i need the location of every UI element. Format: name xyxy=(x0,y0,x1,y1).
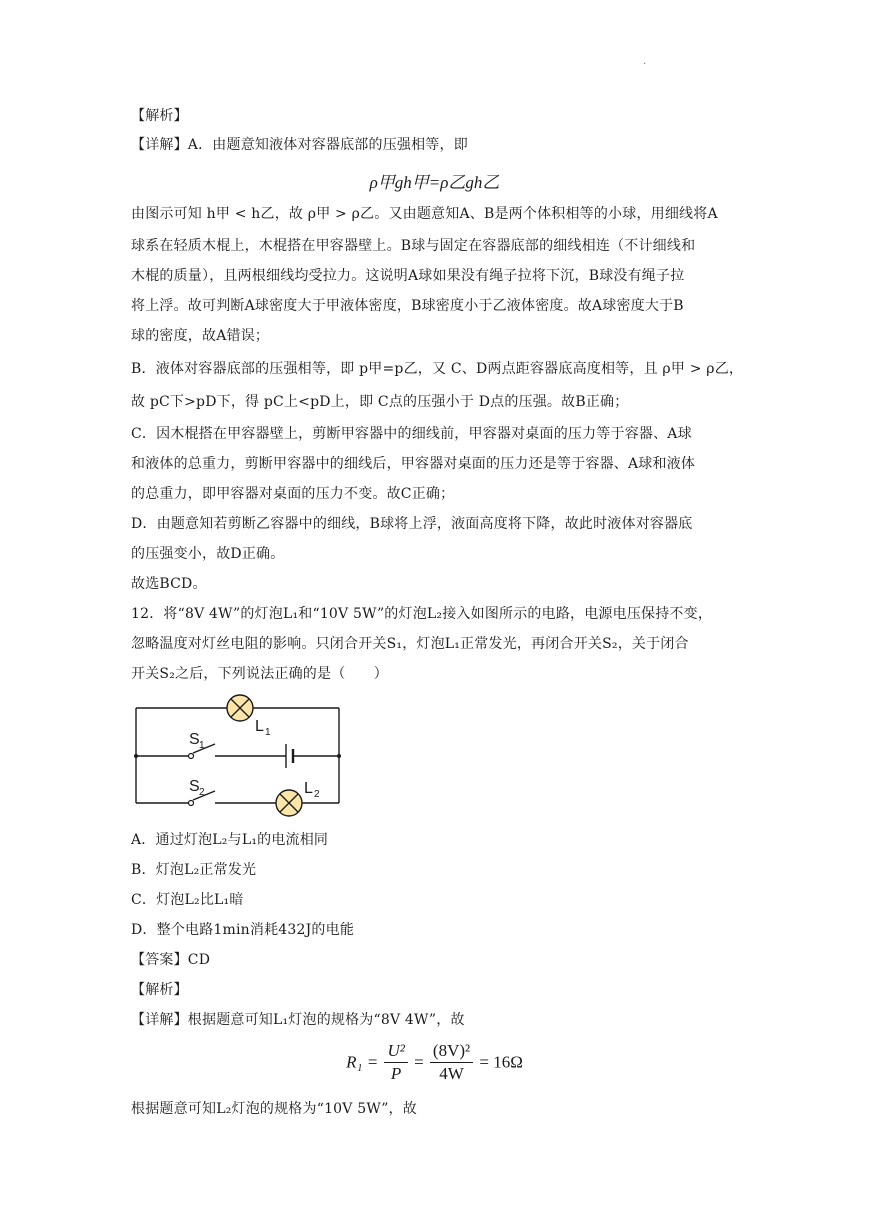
para-a-line-4: 将上浮。故可判断A球密度大于甲液体密度，B球密度小于乙液体密度。故A球密度大于B xyxy=(131,298,684,314)
formula-pressure: ρ甲gh甲=ρ乙gh乙 xyxy=(369,173,500,192)
switch-s1-icon xyxy=(189,754,194,759)
choice-line: 故选BCD。 xyxy=(131,576,207,592)
circuit-diagram xyxy=(131,690,346,820)
question-12-line-2: 忽略温度对灯丝电阻的影响。只闭合开关S₁，灯泡L₁正常发光，再闭合开关S₂，关于闭合 xyxy=(131,636,689,652)
detail-line: 【详解】根据题意可知L₁灯泡的规格为“8V 4W”，故 xyxy=(131,1012,465,1028)
label-s1-sub: 1 xyxy=(199,740,205,751)
label-l1: L xyxy=(255,718,264,735)
question-12-line-3: 开关S₂之后，下列说法正确的是（ ） xyxy=(131,666,389,682)
fraction-1: $\frac{\text{U²}}{P}$ xyxy=(384,1040,407,1085)
para-c-line-3: 的总重力，即甲容器对桌面的压力不变。故C正确； xyxy=(131,486,455,502)
label-l2: L xyxy=(304,780,313,797)
switch-s2-icon xyxy=(189,801,194,806)
last-line: 根据题意可知L₂灯泡的规格为“10V 5W”，故 xyxy=(131,1101,417,1117)
para-b-line-1: B．液体对容器底部的压强相等，即 p甲=p乙，又 C、D两点距容器底高度相等，且 ρ甲 > ρ乙， xyxy=(131,361,744,377)
option-c: C．灯泡L₂比L₁暗 xyxy=(131,892,244,908)
para-a-line-3: 木棍的质量），且两根细线均受拉力。这说明A球如果没有绳子拉将下沉，B球没有绳子拉 xyxy=(131,268,685,284)
analysis-heading: 【解析】 xyxy=(131,108,188,124)
analysis-heading-2: 【解析】 xyxy=(131,982,188,998)
fraction-2: $\frac{\text{(8V)²}}{4W}$ xyxy=(430,1040,473,1085)
para-b-line-2: 故 pC下>pD下，得 pC上<pD上，即 C点的压强小于 D点的压强。故B正确； xyxy=(131,394,629,410)
option-d: D．整个电路1min消耗432J的电能 xyxy=(131,922,355,938)
para-a-line-1: 由图示可知 h甲 < h乙，故 ρ甲 > ρ乙。又由题意知A、B是两个体积相等的小球，用细线将A xyxy=(131,206,718,222)
para-d-line-2: 的压强变小，故D正确。 xyxy=(131,546,285,562)
formula-resistance: R₁ = $\frac{\text{U²}}{P}$ = $\frac{\text{(8V)²}}{4W}$ = 16Ω xyxy=(346,1041,523,1083)
corner-dot: . xyxy=(643,56,647,67)
para-a-line-5: 球的密度，故A错误； xyxy=(131,328,270,344)
lamp-l2-icon xyxy=(276,790,302,816)
para-d-line-1: D．由题意知若剪断乙容器中的细线，B球将上浮，液面高度将下降，故此时液体对容器底 xyxy=(131,516,693,532)
formula-lhs: R₁ = xyxy=(346,1052,379,1072)
detail-a-intro: 【详解】A．由题意知液体对容器底部的压强相等，即 xyxy=(131,137,468,153)
label-s2: S xyxy=(189,778,200,795)
label-l1-sub: 1 xyxy=(265,727,271,738)
option-a: A．通过灯泡L₂与L₁的电流相同 xyxy=(131,832,329,848)
lamp-l1-icon xyxy=(227,695,253,721)
battery-icon xyxy=(286,744,293,768)
para-a-line-2: 球系在轻质木棍上，木棍搭在甲容器壁上。B球与固定在容器底部的细线相连（不计细线和 xyxy=(131,238,696,254)
para-c-line-2: 和液体的总重力，剪断甲容器中的细线后，甲容器对桌面的压力还是等于容器、A球和液体 xyxy=(131,456,696,472)
label-s2-sub: 2 xyxy=(199,787,205,798)
answer-line: 【答案】CD xyxy=(131,952,211,968)
para-c-line-1: C．因木棍搭在甲容器壁上，剪断甲容器中的细线前，甲容器对桌面的压力等于容器、A球 xyxy=(131,426,692,442)
label-s1: S xyxy=(189,731,200,748)
label-l2-sub: 2 xyxy=(314,789,320,800)
option-b: B．灯泡L₂正常发光 xyxy=(131,862,257,878)
formula-result: = 16Ω xyxy=(479,1052,523,1072)
question-12-line-1: 12．将“8V 4W”的灯泡L₁和“10V 5W”的灯泡L₂接入如图所示的电路，电源电压保持不变， xyxy=(131,606,713,622)
